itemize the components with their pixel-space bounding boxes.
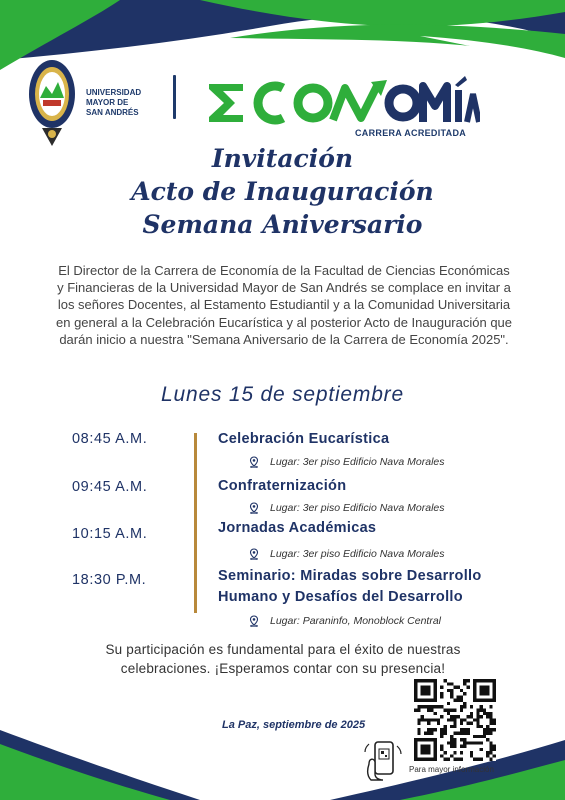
schedule-location-text: Lugar: Paraninfo, Monoblock Central bbox=[270, 615, 442, 627]
closing-line-2: celebraciones. ¡Esperamos contar con su presencia! bbox=[120, 661, 446, 676]
location-pin-icon bbox=[248, 502, 260, 514]
economia-logo bbox=[205, 74, 480, 134]
schedule-title: Jornadas Académicas bbox=[218, 520, 377, 536]
schedule-time: 10:15 A.M. bbox=[72, 526, 148, 542]
schedule-title: Celebración Eucarística bbox=[218, 431, 390, 447]
title-invitacion: Invitación bbox=[211, 144, 354, 173]
schedule-title-line-2: Humano y Desafíos del Desarrollo bbox=[218, 589, 463, 605]
invitation-titles bbox=[0, 142, 565, 241]
title-semana-aniversario: Semana Aniversario bbox=[142, 210, 423, 239]
university-name-line-3: SAN ANDRÉS bbox=[86, 108, 139, 117]
schedule-title: Seminario: Miradas sobre Desarrollo bbox=[218, 568, 482, 584]
phone-scan-icon bbox=[363, 740, 403, 782]
header-divider bbox=[173, 75, 176, 119]
location-pin-icon bbox=[248, 456, 260, 468]
closing-line-1: Su participación es fundamental para el éxito de nuestras bbox=[105, 642, 461, 657]
event-date: Lunes 15 de septiembre bbox=[161, 383, 404, 406]
schedule-location-text: Lugar: 3er piso Edificio Nava Morales bbox=[270, 456, 445, 468]
schedule-location bbox=[248, 548, 445, 560]
accreditation-label: CARRERA ACREDITADA bbox=[355, 128, 467, 138]
schedule-title: Confraternización bbox=[218, 478, 347, 494]
schedule-location bbox=[248, 456, 445, 468]
schedule-location-text: Lugar: 3er piso Edificio Nava Morales bbox=[270, 548, 445, 560]
intro-paragraph: El Director de la Carrera de Economía de la Facultad de Ciencias Económicas y Financieras de la Universidad Mayor de San Andrés se complace en invitar a los señores Docentes, al Estamento Estudiantil y a la Comunidad Universitaria en general a la Celebración Eucarística y al posterior Acto de Inauguración que darán inicio a nuestra "Semana Aniversario de la Carrera de Economía 2025". bbox=[56, 263, 513, 347]
schedule-location bbox=[248, 615, 441, 627]
university-name bbox=[86, 88, 156, 118]
schedule-location bbox=[248, 502, 445, 514]
location-pin-icon bbox=[248, 615, 260, 627]
qr-caption: Para mayor información bbox=[409, 765, 494, 774]
university-name-line-2: MAYOR DE bbox=[86, 98, 129, 107]
schedule-time: 09:45 A.M. bbox=[72, 479, 148, 495]
schedule-location-text: Lugar: 3er piso Edificio Nava Morales bbox=[270, 502, 445, 514]
university-name-line-1: UNIVERSIDAD bbox=[86, 88, 142, 97]
qr-code[interactable] bbox=[414, 679, 496, 761]
schedule-time: 08:45 A.M. bbox=[72, 431, 148, 447]
closing-message bbox=[40, 640, 526, 678]
timeline-divider bbox=[194, 433, 197, 613]
title-acto-inauguracion: Acto de Inauguración bbox=[131, 177, 434, 206]
location-pin-icon bbox=[248, 548, 260, 560]
university-crest-logo bbox=[28, 58, 76, 150]
schedule-time: 18:30 P.M. bbox=[72, 572, 147, 588]
place-and-date: La Paz, septiembre de 2025 bbox=[222, 719, 366, 731]
